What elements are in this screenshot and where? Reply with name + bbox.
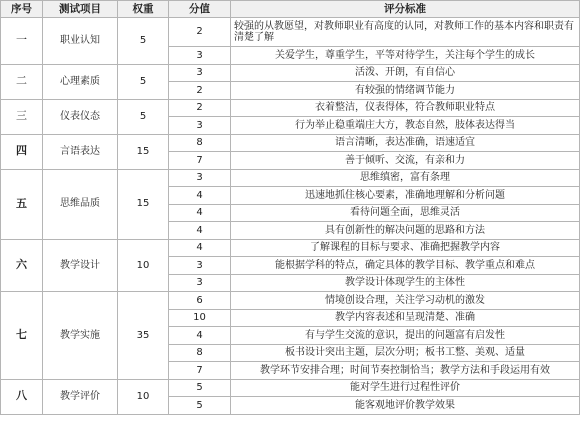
score-cell: 3	[169, 274, 231, 292]
standard-cell: 教学内容表述和呈现清楚、准确	[231, 309, 580, 327]
score-cell: 5	[169, 379, 231, 397]
standard-cell: 行为举止稳重端庄大方，教态自然，肢体表达得当	[231, 117, 580, 135]
standard-cell: 板书设计突出主题，层次分明；板书工整、美观、适量	[231, 344, 580, 362]
standard-cell: 思维缜密，富有条理	[231, 169, 580, 187]
score-cell: 3	[169, 169, 231, 187]
standard-cell: 善于倾听、交流，有亲和力	[231, 152, 580, 170]
item-cell: 思维品质	[43, 169, 118, 239]
score-cell: 4	[169, 239, 231, 257]
table-row	[1, 379, 580, 397]
table-row	[1, 64, 580, 82]
seq-cell: 五	[1, 169, 43, 239]
score-cell: 2	[169, 18, 231, 47]
score-cell: 3	[169, 117, 231, 135]
score-cell: 8	[169, 134, 231, 152]
standard-cell: 能对学生进行过程性评价	[231, 379, 580, 397]
item-cell: 教学设计	[43, 239, 118, 292]
weight-cell: 5	[118, 99, 169, 134]
table-row	[1, 169, 580, 187]
standard-cell: 关爱学生，尊重学生，平等对待学生，关注每个学生的成长	[231, 47, 580, 65]
standard-cell: 能客观地评价教学效果	[231, 397, 580, 415]
weight-cell: 10	[118, 379, 169, 414]
weight-cell: 5	[118, 18, 169, 65]
weight-cell: 5	[118, 64, 169, 99]
header-standard: 评分标准	[231, 1, 580, 18]
weight-cell: 15	[118, 169, 169, 239]
seq-cell: 二	[1, 64, 43, 99]
standard-cell: 能根据学科的特点，确定具体的教学目标、教学重点和难点	[231, 257, 580, 275]
seq-cell: 四	[1, 134, 43, 169]
item-cell: 言语表达	[43, 134, 118, 169]
score-cell: 4	[169, 327, 231, 345]
weight-cell: 10	[118, 239, 169, 292]
table-row	[1, 99, 580, 117]
score-cell: 4	[169, 204, 231, 222]
score-cell: 4	[169, 222, 231, 240]
item-cell: 仪表仪态	[43, 99, 118, 134]
standard-cell: 迅速地抓住核心要素，准确地理解和分析问题	[231, 187, 580, 205]
standard-cell: 了解课程的目标与要求、准确把握教学内容	[231, 239, 580, 257]
header-score: 分值	[169, 1, 231, 18]
standard-cell: 衣着整洁，仪表得体，符合教师职业特点	[231, 99, 580, 117]
score-cell: 7	[169, 152, 231, 170]
item-cell: 职业认知	[43, 18, 118, 65]
score-cell: 6	[169, 292, 231, 310]
table-row	[1, 292, 580, 310]
seq-cell: 七	[1, 292, 43, 380]
standard-cell: 看待问题全面，思维灵活	[231, 204, 580, 222]
seq-cell: 八	[1, 379, 43, 414]
score-cell: 3	[169, 64, 231, 82]
standard-cell: 教学环节安排合理；时间节奏控制恰当；教学方法和手段运用有效	[231, 362, 580, 380]
standard-cell: 情境创设合理，关注学习动机的激发	[231, 292, 580, 310]
header-row	[1, 1, 580, 18]
header-item: 测试项目	[43, 1, 118, 18]
score-cell: 4	[169, 187, 231, 205]
standard-cell: 具有创新性的解决问题的思路和方法	[231, 222, 580, 240]
score-cell: 5	[169, 397, 231, 415]
table-row	[1, 134, 580, 152]
seq-cell: 一	[1, 18, 43, 65]
header-seq: 序号	[1, 1, 43, 18]
score-cell: 10	[169, 309, 231, 327]
item-cell: 心理素质	[43, 64, 118, 99]
score-cell: 2	[169, 82, 231, 100]
standard-cell: 有与学生交流的意识，提出的问题富有启发性	[231, 327, 580, 345]
score-cell: 3	[169, 257, 231, 275]
seq-cell: 三	[1, 99, 43, 134]
standard-cell: 较强的从教愿望，对教师职业有高度的认同，对教师工作的基本内容和职责有清楚了解	[231, 18, 580, 47]
standard-cell: 语言清晰，表达准确，语速适宜	[231, 134, 580, 152]
item-cell: 教学评价	[43, 379, 118, 414]
rubric-body	[1, 18, 580, 415]
standard-cell: 活泼、开朗，有自信心	[231, 64, 580, 82]
score-cell: 8	[169, 344, 231, 362]
table-row	[1, 239, 580, 257]
item-cell: 教学实施	[43, 292, 118, 380]
weight-cell: 15	[118, 134, 169, 169]
seq-cell: 六	[1, 239, 43, 292]
standard-cell: 有较强的情绪调节能力	[231, 82, 580, 100]
score-cell: 2	[169, 99, 231, 117]
score-cell: 7	[169, 362, 231, 380]
table-row	[1, 18, 580, 47]
standard-cell: 教学设计体现学生的主体性	[231, 274, 580, 292]
header-weight: 权重	[118, 1, 169, 18]
score-cell: 3	[169, 47, 231, 65]
weight-cell: 35	[118, 292, 169, 380]
